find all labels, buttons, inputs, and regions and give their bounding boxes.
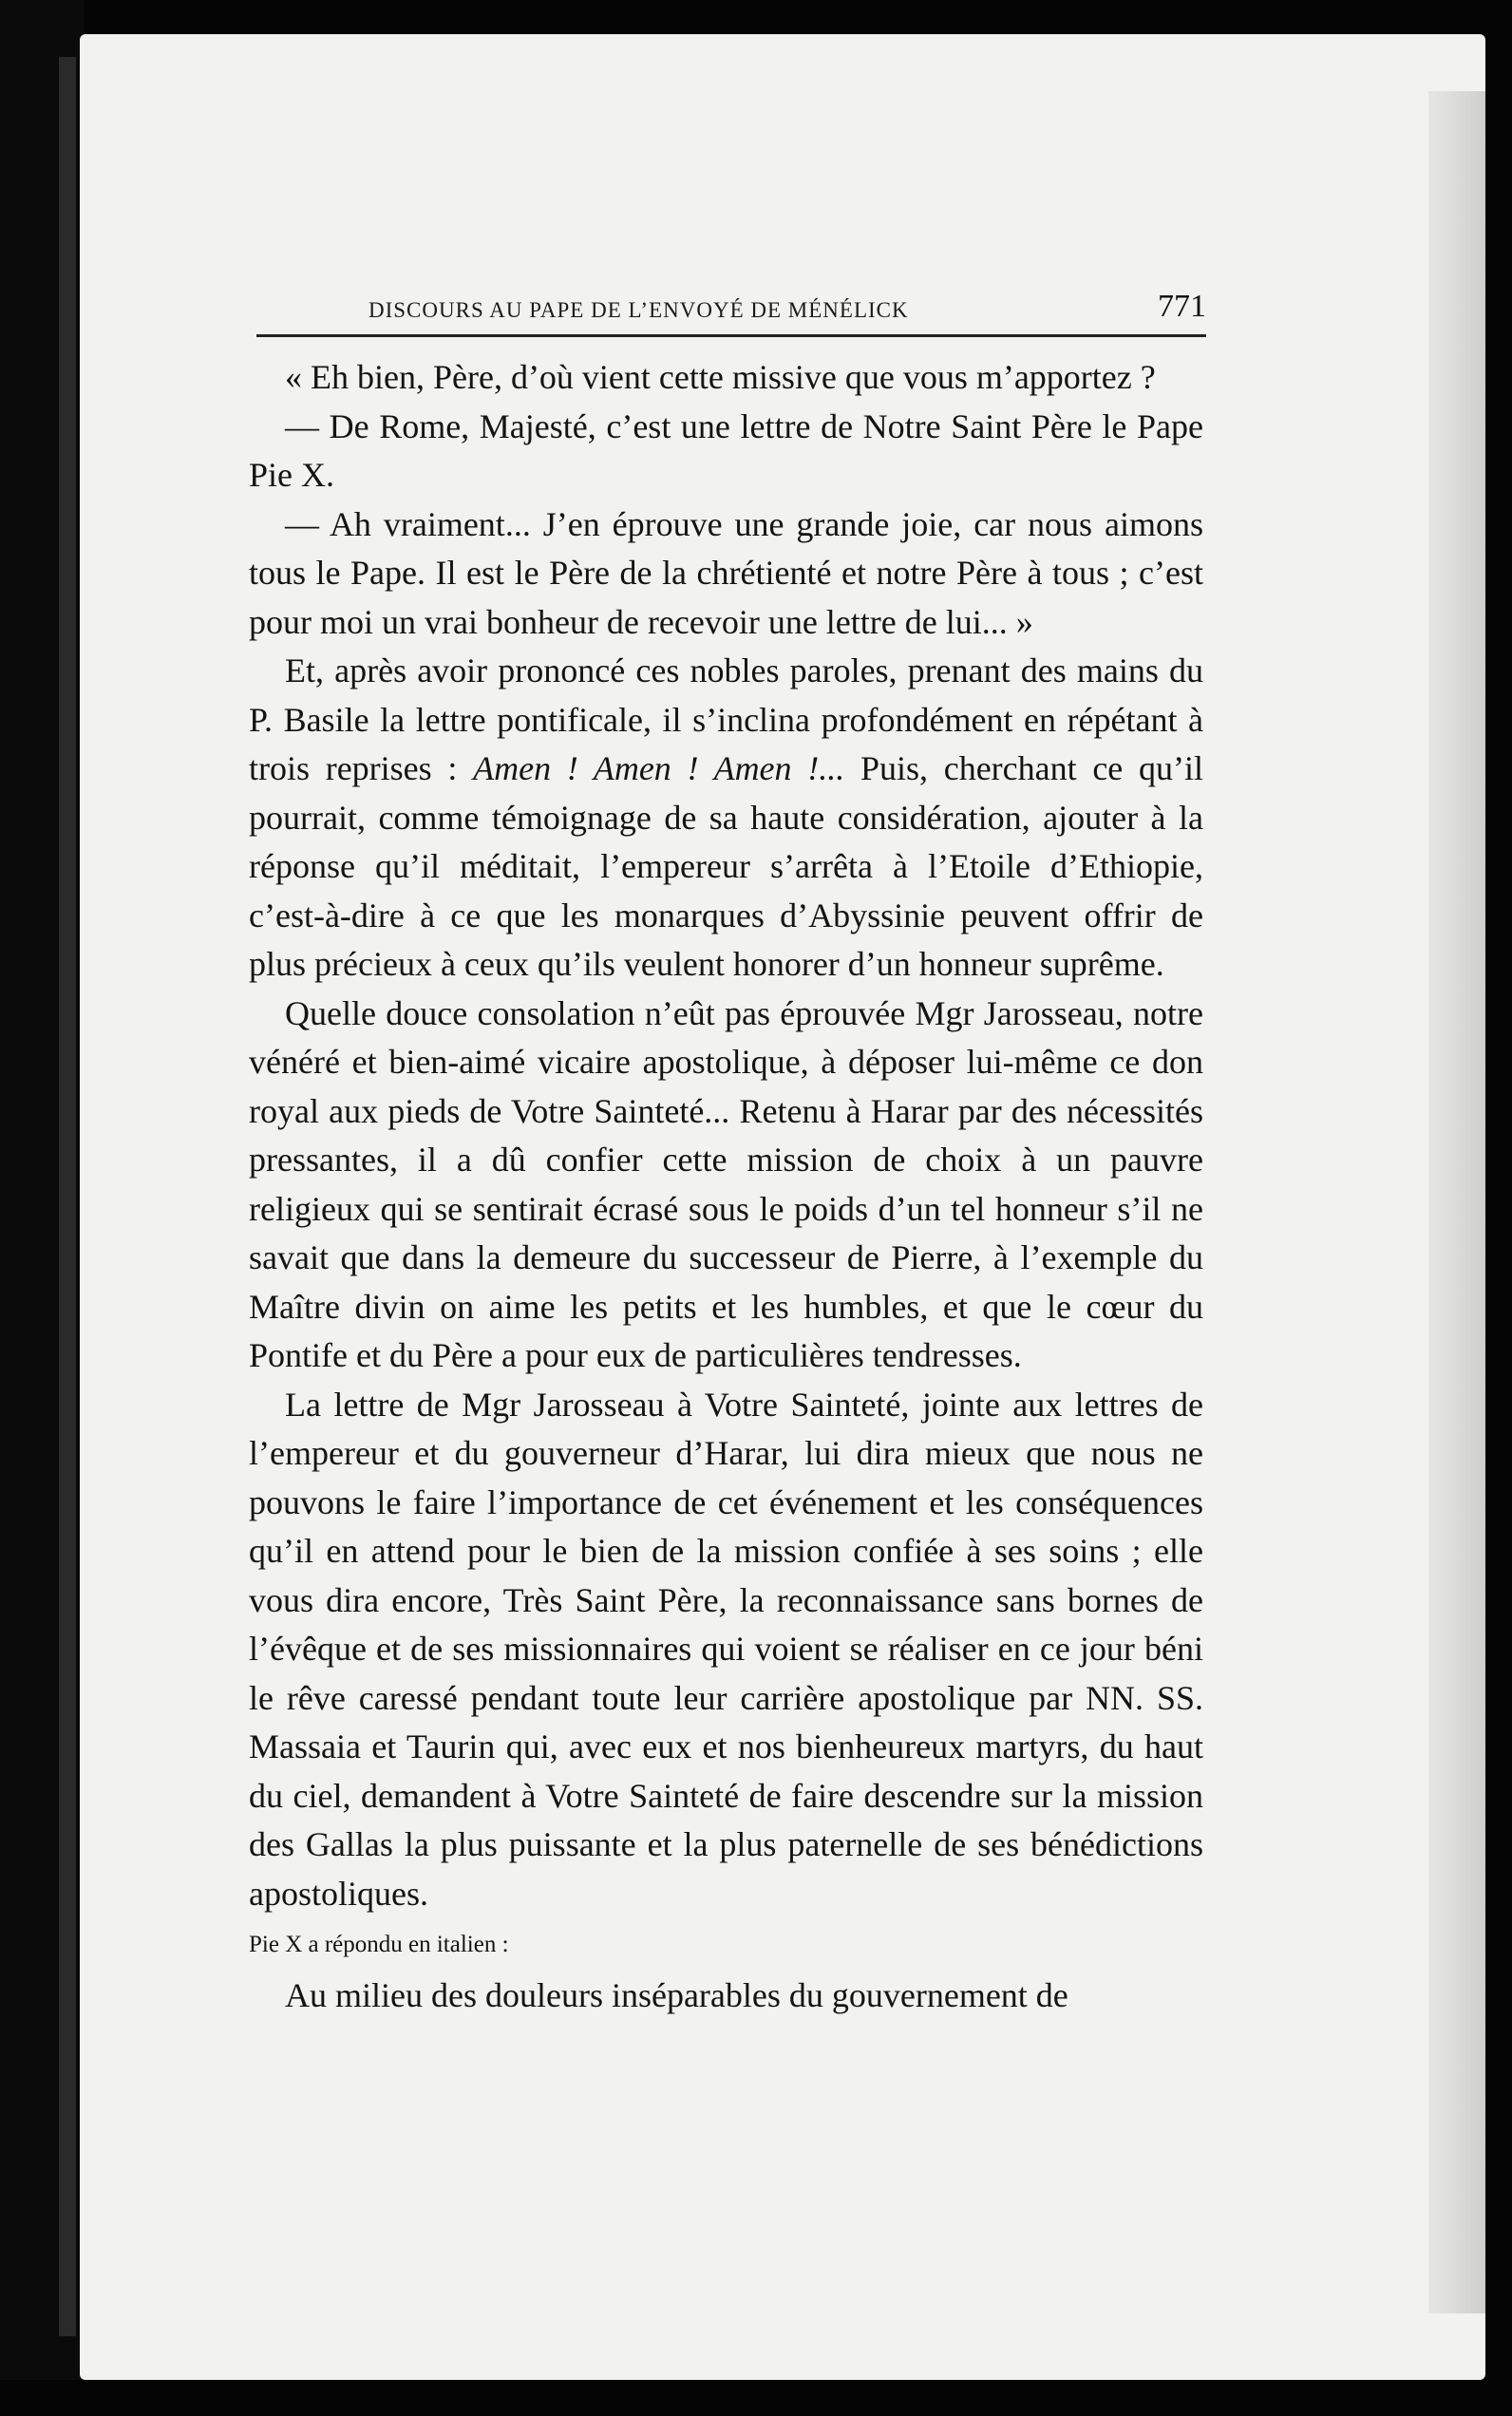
footnote-intro: Pie X a répondu en italien : <box>249 1932 509 1957</box>
paragraph: Quelle douce consolation n’eût pas éprouvée Mgr Jarosseau, notre vénéré et bien-aimé vicaire apostolique, à déposer lui-même ce don royal aux pieds de Votre Sainteté... Retenu à Harar par des nécessités pressantes, il a dû confier cette mission de choix à un pauvre religieux qui se sentirait écrasé sous le poids d’un tel honneur s’il ne savait que dans la demeure du successeur de Pierre, à l’exemple du Maître divin on aime les petits et les humbles, et que le cœur du Pontife et du Père a pour eux de particulières tendresses. <box>249 993 1203 1374</box>
paragraph-text: Et, après avoir prononcé ces nobles paroles, prenant des mains du P. Basile la lettre pontificale, il s’inclina profondément en répétant à trois reprises : <box>249 651 1203 787</box>
running-head: DISCOURS AU PAPE DE L’ENVOYÉ DE MÉNÉLICK <box>369 298 909 322</box>
body-text <box>249 353 1203 2021</box>
paragraph: — De Rome, Majesté, c’est une lettre de Notre Saint Père le Pape Pie X. <box>249 406 1203 494</box>
page-fore-edge <box>1428 91 1485 2313</box>
paragraph: — Ah vraiment... J’en éprouve une grande joie, car nous aimons tous le Pape. Il est le Père de la chrétienté et notre Père à tous ; c’est pour moi un vrai bonheur de recevoir une lettre de lui... » <box>249 504 1203 641</box>
film-border-bottom <box>0 2380 1512 2416</box>
paragraph <box>249 647 1203 990</box>
film-border-right <box>1485 0 1512 2416</box>
film-border-top <box>0 0 1512 38</box>
paragraph-continuation: Puis, cherchant ce qu’il pourrait, comme témoignage de sa haute considération, ajouter à la réponse qu’il méditait, l’empereur s’arrêta à l’Etoile d’Ethiopie, c’est-à-dire à ce que les monarques d’Abyssinie peuvent offrir de plus précieux à ceux qu’ils veulent honorer d’un honneur suprême. <box>249 749 1203 983</box>
header-rule <box>256 334 1206 337</box>
page-number: 771 <box>1158 289 1206 324</box>
page-header <box>256 285 1206 332</box>
film-border-left <box>0 0 84 2416</box>
paragraph: « Eh bien, Père, d’où vient cette missive que vous m’apportez ? <box>285 358 1156 396</box>
adjacent-page-edge <box>59 57 76 2336</box>
paragraph: La lettre de Mgr Jarosseau à Votre Sainteté, jointe aux lettres de l’empereur et du gouverneur d’Harar, lui dira mieux que nous ne pouvons le faire l’importance de cet événement et les conséquences qu’il en attend pour le bien de la mission confiée à ses soins ; elle vous dira encore, Très Saint Père, la reconnaissance sans bornes de l’évêque et de ses missionnaires qui voient se réaliser en ce jour béni le rêve caressé pendant toute leur carrière apostolique par NN. SS. Massaia et Taurin qui, avec eux et nos bienheureux martyrs, du haut du ciel, demandent à Votre Sainteté de faire descendre sur la mission des Gallas la plus puissante et la plus paternelle de ses bénédictions apostoliques. <box>249 1385 1203 1913</box>
italic-amen: Amen ! Amen ! Amen !... <box>473 749 845 787</box>
paragraph: Au milieu des douleurs inséparables du gouvernement de <box>285 1976 1068 2014</box>
